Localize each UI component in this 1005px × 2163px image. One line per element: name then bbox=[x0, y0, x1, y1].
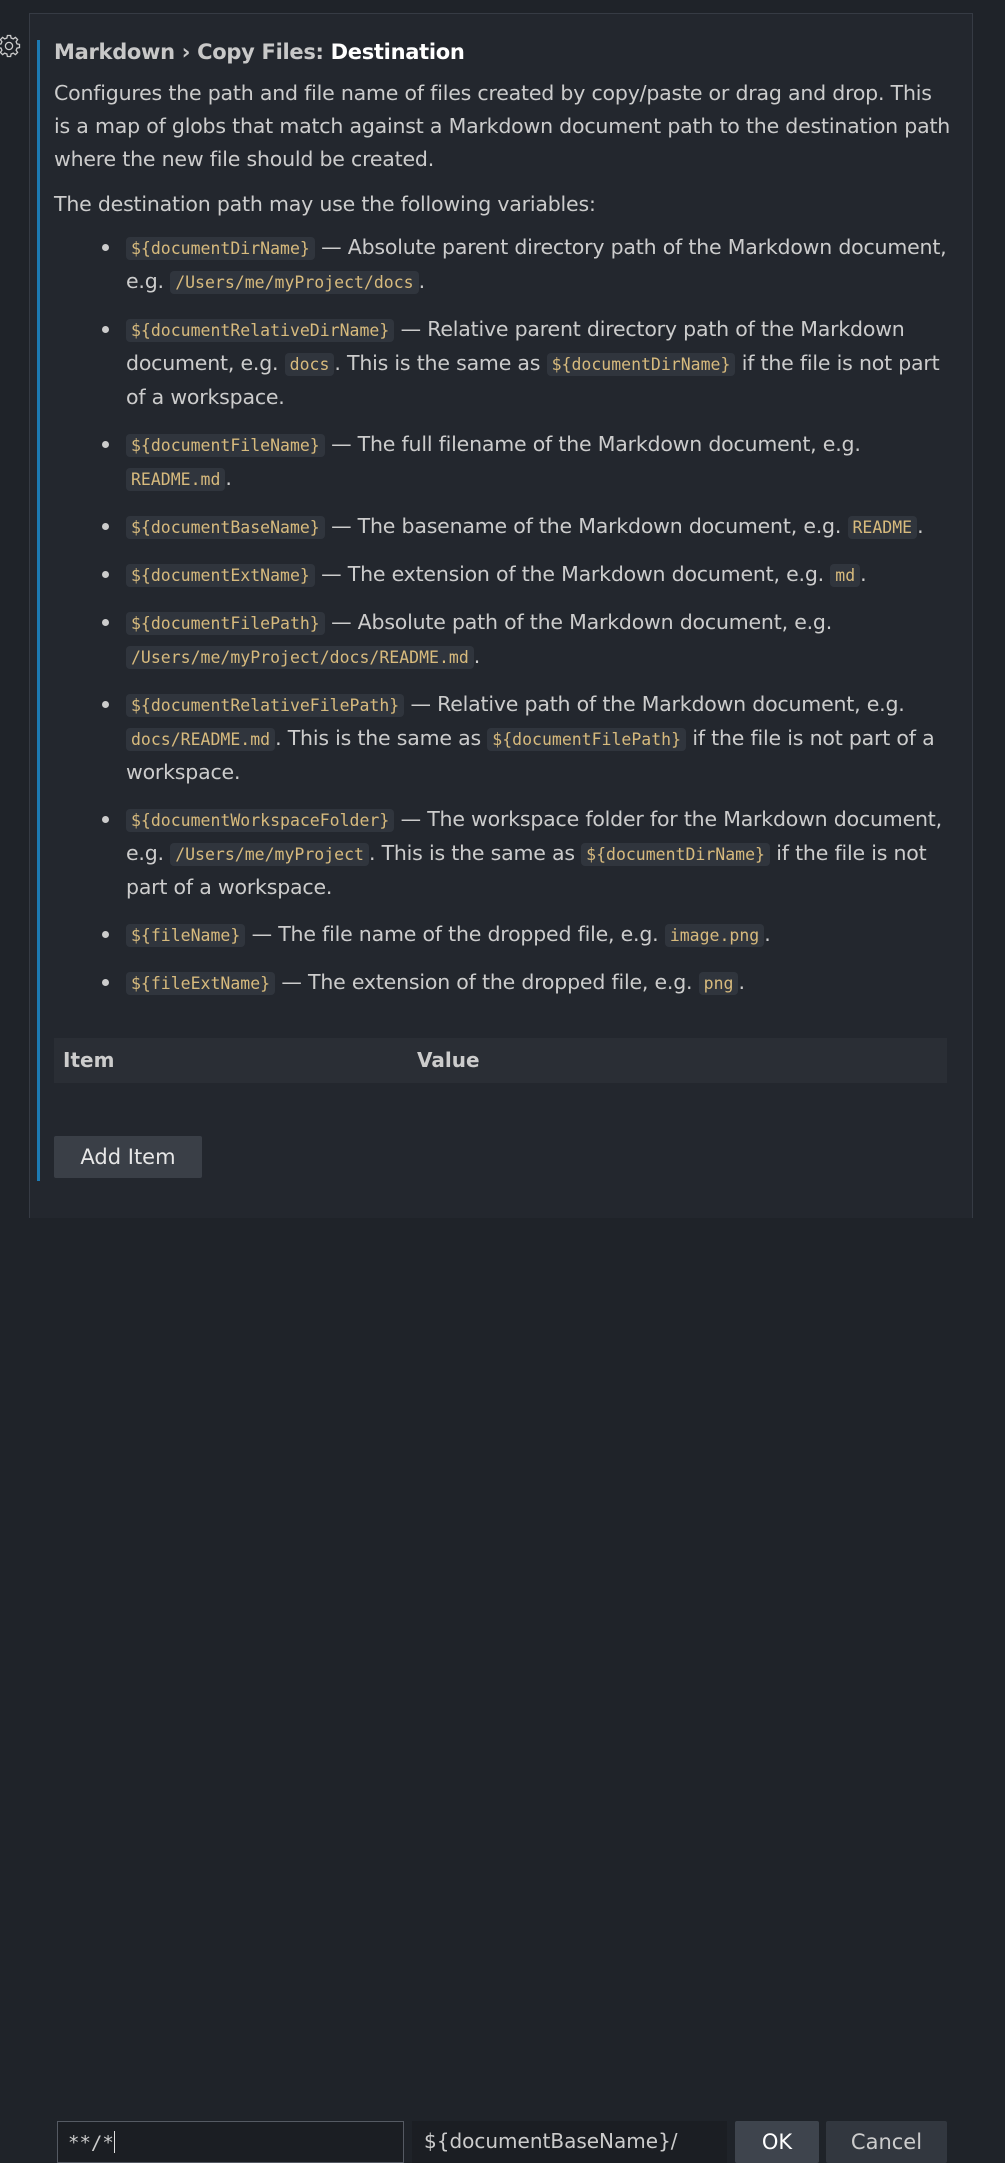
setting-category: Markdown › Copy Files: bbox=[54, 40, 331, 64]
variable-text: . bbox=[225, 466, 232, 490]
variable-code: /Users/me/myProject/docs/README.md bbox=[126, 646, 474, 669]
variable-code: /Users/me/myProject/docs bbox=[170, 271, 418, 294]
setting-item bbox=[54, 36, 954, 1014]
variable-text: — Relative parent directory path of the Markdown document, e.g. bbox=[126, 317, 905, 375]
cancel-button[interactable]: Cancel bbox=[826, 2121, 947, 2163]
variable-text: if the file is not part of a workspace. bbox=[126, 726, 935, 784]
variable-list-item bbox=[126, 918, 954, 952]
variable-code: README.md bbox=[126, 468, 225, 491]
variable-text: . This is the same as bbox=[275, 726, 488, 750]
setting-description-variables-intro: The destination path may use the following variables: bbox=[54, 192, 596, 216]
variable-code: ${documentDirName} bbox=[547, 353, 736, 376]
gear-icon[interactable] bbox=[0, 33, 22, 59]
variable-text: . This is the same as bbox=[368, 841, 582, 865]
variable-text: . This is the same as bbox=[334, 351, 547, 375]
variable-code: README bbox=[848, 516, 918, 539]
variables-list bbox=[54, 231, 954, 1000]
focus-indicator bbox=[37, 40, 40, 1181]
variable-text: if the file is not part of a workspace. bbox=[126, 351, 940, 409]
ok-button[interactable]: OK bbox=[735, 2121, 819, 2163]
variable-text: . bbox=[860, 562, 867, 586]
variable-code: ${documentFilePath} bbox=[126, 612, 325, 635]
variable-text: . bbox=[473, 644, 481, 668]
variable-text: — The extension of the Markdown document, e.g. bbox=[314, 562, 831, 586]
variable-list-item bbox=[126, 688, 954, 789]
variable-code: ${documentDirName} bbox=[126, 237, 315, 260]
variable-text: . bbox=[418, 269, 425, 293]
variable-code: ${fileExtName} bbox=[126, 972, 275, 995]
add-item-button[interactable]: Add Item bbox=[54, 1136, 202, 1178]
variable-list-item bbox=[126, 428, 954, 496]
variable-text: — Absolute path of the Markdown document, e.g. bbox=[324, 610, 833, 634]
variable-text: — The extension of the dropped file, e.g. bbox=[275, 970, 699, 994]
variable-code: docs bbox=[285, 353, 335, 376]
variable-code: ${documentFileName} bbox=[126, 434, 325, 457]
text-cursor bbox=[114, 2131, 116, 2153]
variable-text: . bbox=[764, 922, 771, 946]
variable-code: /Users/me/myProject bbox=[170, 843, 369, 866]
variable-code: ${documentWorkspaceFolder} bbox=[126, 809, 394, 832]
variable-list-item bbox=[126, 966, 954, 1000]
variable-code: md bbox=[830, 564, 860, 587]
variable-list-item bbox=[126, 606, 954, 674]
variable-list-item bbox=[126, 558, 954, 592]
item-column-header: Item bbox=[63, 1048, 115, 1072]
value-column-header: Value bbox=[417, 1048, 480, 1072]
variable-code: png bbox=[699, 972, 739, 995]
item-input[interactable] bbox=[57, 2121, 404, 2163]
variable-code: ${documentDirName} bbox=[581, 843, 770, 866]
variable-list-item bbox=[126, 803, 954, 904]
variable-text: — The file name of the dropped file, e.g. bbox=[245, 922, 665, 946]
variable-text: — The full filename of the Markdown document, e.g. bbox=[324, 432, 861, 456]
variable-code: ${documentFilePath} bbox=[487, 728, 686, 751]
setting-description: Configures the path and file name of files created by copy/paste or drag and drop. This is a map of globs that match against a Markdown document path to the destination path where the new file should be created. bbox=[54, 81, 951, 171]
variable-text: . bbox=[917, 514, 924, 538]
variable-code: docs/README.md bbox=[126, 728, 275, 751]
variable-code: ${documentExtName} bbox=[126, 564, 315, 587]
variable-code: ${documentRelativeFilePath} bbox=[126, 694, 404, 717]
variable-text: . bbox=[738, 970, 745, 994]
variable-text: if the file is not part of a workspace. bbox=[126, 841, 927, 899]
variable-code: ${documentRelativeDirName} bbox=[126, 319, 394, 342]
setting-title bbox=[54, 36, 954, 68]
setting-name: Destination bbox=[330, 40, 465, 64]
list-header bbox=[54, 1038, 947, 1083]
variable-code: ${fileName} bbox=[126, 924, 245, 947]
variable-list-item bbox=[126, 231, 954, 299]
variable-code: image.png bbox=[665, 924, 764, 947]
value-input[interactable] bbox=[412, 2121, 727, 2163]
variable-text: — The workspace folder for the Markdown document, e.g. bbox=[126, 807, 942, 865]
variable-text: — The basename of the Markdown document, e.g. bbox=[324, 514, 848, 538]
variable-text: — Relative path of the Markdown document, e.g. bbox=[404, 692, 905, 716]
item-input-value: **/* bbox=[68, 2132, 114, 2154]
value-input-value: ${documentBaseName}/ bbox=[424, 2129, 678, 2153]
variable-text: — Absolute parent directory path of the Markdown document, e.g. bbox=[126, 235, 947, 293]
variable-list-item bbox=[126, 313, 954, 414]
variable-list-item bbox=[126, 510, 954, 544]
variable-code: ${documentBaseName} bbox=[126, 516, 325, 539]
